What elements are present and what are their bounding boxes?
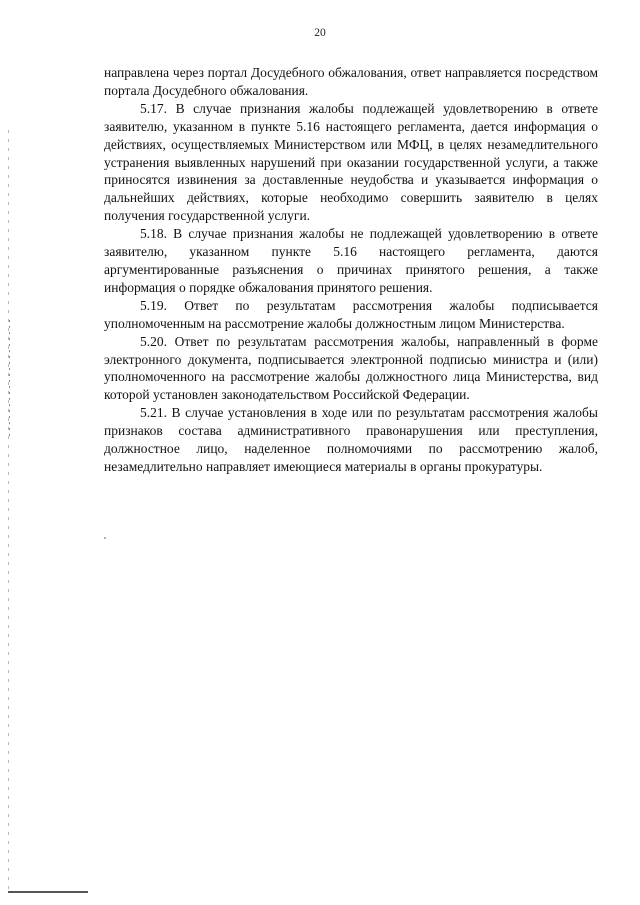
paragraph-5-21: 5.21. В случае установления в ходе или по результатам рассмотрения жалобы признаков состава административного правонарушения или преступления, должностное лицо, наделенное полномочиями по рассмотрению жалоб, незамедлительно направляет имеющиеся материалы в органы прокуратуры.	[104, 405, 598, 474]
scan-edge-artifact-dark	[9, 320, 10, 440]
scan-edge-artifact	[8, 130, 9, 890]
page-number: 20	[314, 27, 326, 39]
paragraph-5-19: 5.19. Ответ по результатам рассмотрения жалобы подписывается уполномоченным на рассмотрение жалобы должностным лицом Министерства.	[104, 297, 598, 331]
scan-dot-artifact	[104, 537, 106, 539]
paragraph-5-18: 5.18. В случае признания жалобы не подлежащей удовлетворению в ответе заявителю, указанном пункте 5.16 настоящего регламента, даются аргументированные разъяснения о причинах принятого решения, а также информация о порядке обжалования принятого решения.	[104, 226, 598, 295]
paragraph-continuation: направлена через портал Досудебного обжалования, ответ направляется посредством портала Досудебного обжалования.	[104, 65, 598, 98]
scan-bottom-artifact	[8, 891, 88, 893]
paragraph-5-20: 5.20. Ответ по результатам рассмотрения жалобы, направленный в форме электронного документа, подписывается электронной подписью министра и (или) уполномоченного на рассмотрение жалобы должностного лица Министерства, вид которой установлен законодательством Российской Федерации.	[104, 333, 598, 403]
document-body	[104, 64, 598, 476]
paragraph-5-17: 5.17. В случае признания жалобы подлежащей удовлетворению в ответе заявителю, указанном в пункте 5.16 настоящего регламента, дается информация о действиях, осуществляемых Министерством или МФЦ, в целях незамедлительного устранения выявленных нарушений при оказании государственной услуги, а также приносятся извинения за доставленные неудобства и указывается информация о дальнейших действиях, которые необходимо совершить заявителю в целях получения государственной услуги.	[104, 100, 598, 224]
